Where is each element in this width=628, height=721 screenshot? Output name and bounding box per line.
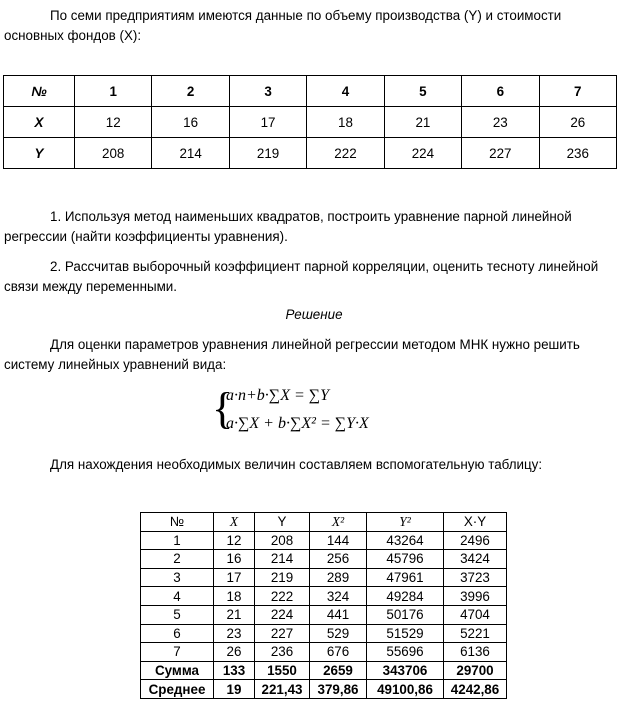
aux-cell: 2 <box>141 550 214 569</box>
aux-cell: 236 <box>255 643 310 662</box>
aux-header-cell: № <box>141 513 214 532</box>
aux-row <box>141 531 507 550</box>
aux-cell: 224 <box>255 605 310 624</box>
aux-row <box>141 624 507 643</box>
solution-title: Решение <box>285 307 343 322</box>
aux-cell: 676 <box>310 643 367 662</box>
average-cell: 19 <box>214 680 255 699</box>
average-cell: 49100,86 <box>367 680 444 699</box>
aux-row <box>141 643 507 662</box>
table-cell: 23 <box>462 107 539 138</box>
row-label: X <box>4 107 75 138</box>
aux-cell: 227 <box>255 624 310 643</box>
aux-table-text: Для нахождения необходимых величин составляем вспомогательную таблицу: <box>50 457 543 472</box>
aux-cell: 12 <box>214 531 255 550</box>
aux-row <box>141 587 507 606</box>
aux-row <box>141 605 507 624</box>
aux-cell: 17 <box>214 568 255 587</box>
aux-header-cell: X² <box>310 513 367 532</box>
aux-row <box>141 568 507 587</box>
equation-line-2: a·∑X + b·∑X² = ∑Y·X <box>226 415 369 432</box>
brace-icon: { <box>212 384 234 433</box>
aux-cell: 2496 <box>444 531 507 550</box>
table-header-cell: 2 <box>152 76 229 107</box>
sum-cell: 133 <box>214 661 255 680</box>
intro-text: По семи предприятиям имеются данные по объему производства (Y) и стоимости основных фондов (X): <box>4 8 562 43</box>
aux-cell: 16 <box>214 550 255 569</box>
table-cell: 17 <box>229 107 306 138</box>
aux-cell: 55696 <box>367 643 444 662</box>
sum-cell: 1550 <box>255 661 310 680</box>
aux-row <box>141 550 507 569</box>
aux-cell: 6 <box>141 624 214 643</box>
table-row <box>4 107 617 138</box>
aux-cell: 45796 <box>367 550 444 569</box>
aux-cell: 3996 <box>444 587 507 606</box>
aux-cell: 21 <box>214 605 255 624</box>
aux-cell: 324 <box>310 587 367 606</box>
sum-cell: 2659 <box>310 661 367 680</box>
average-cell: 221,43 <box>255 680 310 699</box>
aux-cell: 49284 <box>367 587 444 606</box>
average-cell: Среднее <box>141 680 214 699</box>
average-cell: 379,86 <box>310 680 367 699</box>
solution-text: Для оценки параметров уравнения линейной регрессии методом МНК нужно решить систему линейных уравнений вида: <box>4 337 580 372</box>
table-cell: 222 <box>307 138 384 169</box>
table-header-cell: 1 <box>75 76 152 107</box>
aux-cell: 529 <box>310 624 367 643</box>
aux-header-cell: X·Y <box>444 513 507 532</box>
aux-header-row <box>141 513 507 532</box>
table-cell: 12 <box>75 107 152 138</box>
aux-cell: 1 <box>141 531 214 550</box>
aux-cell: 7 <box>141 643 214 662</box>
aux-cell: 222 <box>255 587 310 606</box>
aux-cell: 3 <box>141 568 214 587</box>
task-2-text: 2. Рассчитав выборочный коэффициент парной корреляции, оценить тесноту линейной связи между переменными. <box>4 259 599 294</box>
aux-cell: 144 <box>310 531 367 550</box>
table-header-row <box>4 76 617 107</box>
table-header-cell: 5 <box>384 76 461 107</box>
row-label: Y <box>4 138 75 169</box>
average-row <box>141 680 507 699</box>
sum-row <box>141 661 507 680</box>
aux-cell: 47961 <box>367 568 444 587</box>
table-header-cell: № <box>4 76 75 107</box>
aux-cell: 26 <box>214 643 255 662</box>
aux-cell: 208 <box>255 531 310 550</box>
sum-cell: Сумма <box>141 661 214 680</box>
table-cell: 227 <box>462 138 539 169</box>
aux-header-cell: Y² <box>367 513 444 532</box>
aux-header-cell: Y <box>255 513 310 532</box>
table-cell: 18 <box>307 107 384 138</box>
table-cell: 219 <box>229 138 306 169</box>
aux-cell: 289 <box>310 568 367 587</box>
table-row <box>4 138 617 169</box>
table-cell: 16 <box>152 107 229 138</box>
aux-cell: 6136 <box>444 643 507 662</box>
task-1-text: 1. Используя метод наименьших квадратов, построить уравнение парной линейной регрессии (найти коэффициенты уравнения). <box>4 209 572 244</box>
sum-cell: 343706 <box>367 661 444 680</box>
auxiliary-table <box>140 512 507 699</box>
aux-cell: 441 <box>310 605 367 624</box>
aux-cell: 4704 <box>444 605 507 624</box>
equation-line-1: a·n+b·∑X = ∑Y <box>226 387 330 404</box>
table-cell: 26 <box>539 107 616 138</box>
data-table <box>3 75 617 169</box>
table-cell: 236 <box>539 138 616 169</box>
table-cell: 224 <box>384 138 461 169</box>
aux-cell: 219 <box>255 568 310 587</box>
aux-cell: 5221 <box>444 624 507 643</box>
aux-cell: 3723 <box>444 568 507 587</box>
aux-cell: 5 <box>141 605 214 624</box>
aux-cell: 50176 <box>367 605 444 624</box>
aux-cell: 18 <box>214 587 255 606</box>
aux-cell: 4 <box>141 587 214 606</box>
average-cell: 4242,86 <box>444 680 507 699</box>
sum-cell: 29700 <box>444 661 507 680</box>
aux-cell: 256 <box>310 550 367 569</box>
table-cell: 21 <box>384 107 461 138</box>
aux-cell: 214 <box>255 550 310 569</box>
aux-cell: 3424 <box>444 550 507 569</box>
aux-cell: 51529 <box>367 624 444 643</box>
aux-cell: 23 <box>214 624 255 643</box>
aux-cell: 43264 <box>367 531 444 550</box>
table-header-cell: 7 <box>539 76 616 107</box>
table-header-cell: 4 <box>307 76 384 107</box>
table-header-cell: 3 <box>229 76 306 107</box>
aux-header-cell: X <box>214 513 255 532</box>
table-cell: 208 <box>75 138 152 169</box>
table-cell: 214 <box>152 138 229 169</box>
table-header-cell: 6 <box>462 76 539 107</box>
